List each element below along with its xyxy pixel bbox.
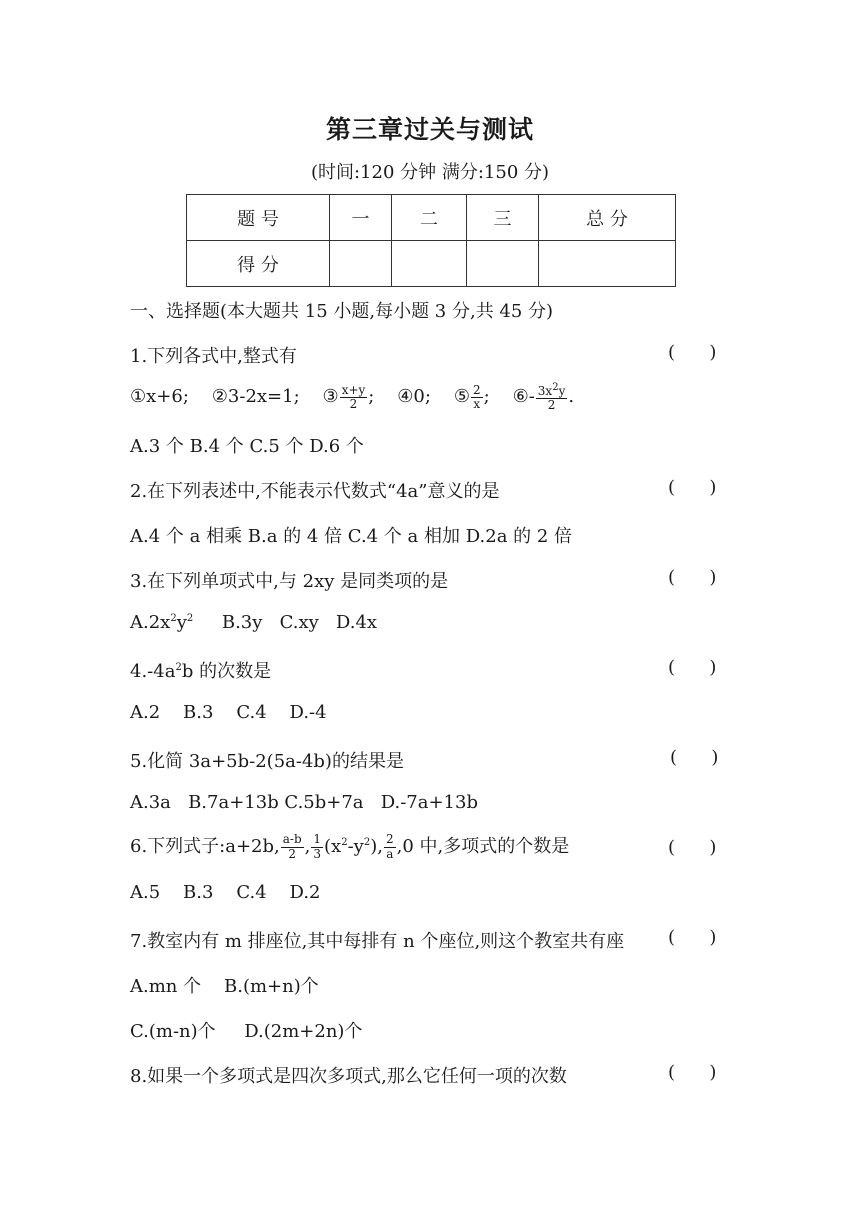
answer-bracket-5[interactable]: ( ) [670,747,719,768]
question-1-stem: 1.下列各式中,整式有 [130,346,297,367]
question-1-options: A.3 个 B.4 个 C.5 个 D.6 个 [130,436,364,457]
q1-item-2: ②3-2x=1; [211,386,300,408]
score-table-score-row [187,241,676,287]
question-7-options-cd: C.(m-n)个 D.(2m+2n)个 [130,1021,363,1042]
answer-bracket-4[interactable]: ( ) [668,657,717,678]
score-header-cell: 二 [392,195,467,241]
question-3-options: $A.2x^2y^2$ B.3y C.xy D.4x [130,612,378,633]
score-table-header-row [187,195,676,241]
score-table [186,194,676,287]
question-2-options: A.4 个 a 相乘 B.a 的 4 倍 C.4 个 a 相加 D.2a 的 2 倍 [130,526,573,547]
answer-bracket-1[interactable]: ( ) [668,342,717,363]
question-6-options: A.5 B.3 C.4 D.2 [130,882,321,903]
question-3-stem: 3.在下列单项式中,与 2xy 是同类项的是 [130,571,449,592]
score-cell-3[interactable] [467,241,539,287]
question-8-stem: 8.如果一个多项式是四次多项式,那么它任何一项的次数 [130,1066,567,1087]
score-row-label: 得 分 [187,241,330,287]
question-7-options-ab: A.mn 个 B.(m+n)个 [130,976,319,997]
score-cell-2[interactable] [392,241,467,287]
answer-bracket-3[interactable]: ( ) [668,567,717,588]
exam-info: (时间:120 分钟 满分:150 分) [310,162,550,183]
question-1-items [130,382,574,412]
answer-bracket-6[interactable]: ( ) [668,837,717,858]
answer-bracket-7[interactable]: ( ) [668,927,717,948]
score-header-cell: 三 [467,195,539,241]
q1-item-3: ③ $\frac{x+y}{2}$ ; [322,382,375,411]
score-cell-total[interactable] [539,241,676,287]
score-header-cell: 题 号 [187,195,330,241]
score-header-cell: 总 分 [539,195,676,241]
question-6-stem: 6.下列式子:a+2b, $\frac{a-b}{2}$ , $\frac{1}{3}$ $(x^2-y^2)$, $\frac{2}{a}$ ,0 中,多项式的个数是 [130,832,570,861]
score-header-cell: 一 [330,195,392,241]
q1-item-6: ⑥- $\frac{3x^2y}{2}$ . [512,382,575,413]
question-7-stem: 7.教室内有 m 排座位,其中每排有 n 个座位,则这个教室共有座 [130,931,625,952]
q1-item-5: ⑤ $\frac{2}{x}$ ; [453,382,490,411]
question-4-stem: $4.-4a^2b$ 的次数是 [130,661,272,682]
question-5-stem: 5.化简 3a+5b-2(5a-4b)的结果是 [130,751,404,772]
question-5-options: A.3a B.7a+13b C.5b+7a D.-7a+13b [130,792,478,813]
answer-bracket-8[interactable]: ( ) [668,1062,717,1083]
answer-bracket-2[interactable]: ( ) [668,477,717,498]
question-2-stem: 2.在下列表述中,不能表示代数式“4a”意义的是 [130,481,500,502]
question-4-options: A.2 B.3 C.4 D.-4 [130,702,327,723]
q1-item-1: ①x+6; [130,386,189,408]
page-title: 第三章过关与测试 [325,115,534,144]
score-cell-1[interactable] [330,241,392,287]
section-heading: 一、选择题(本大题共 15 小题,每小题 3 分,共 45 分) [130,301,554,322]
q1-item-4: ④0; [397,386,431,408]
